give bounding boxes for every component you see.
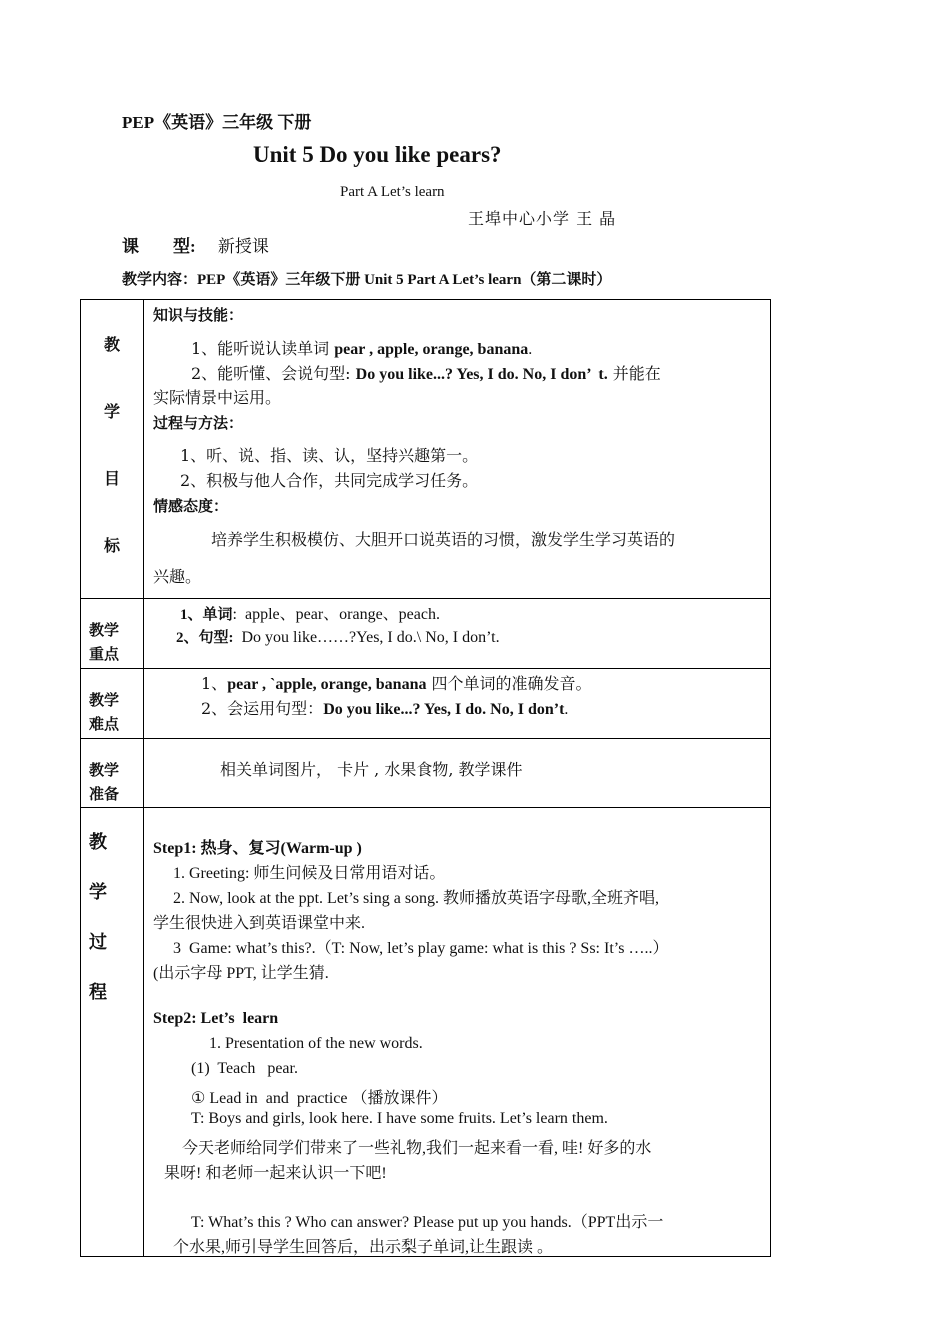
objectives-label-char: 学 (103, 404, 120, 421)
process-label-char: 过 (89, 932, 107, 952)
preparation-label-cell (81, 739, 144, 808)
difficulty-1: 1、pear , `apple, orange, banana 四个单词的准确发音。 (201, 674, 592, 693)
process-label-char: 程 (89, 982, 107, 1002)
process-1: 1、听、说、指、读、认，坚持兴趣第一。 (180, 446, 479, 465)
objectives-label-char: 目 (103, 471, 120, 488)
step1-item-3-cont: (出示字母 PPT, 让学生猜. (153, 965, 329, 982)
step2-heading: Step2: Let’s learn (153, 1010, 279, 1027)
process-content-cell (144, 808, 771, 1257)
attitude-1: 培养学生积极模仿、大胆开口说英语的习惯，激发学生学习英语的 (211, 530, 676, 549)
objectives-row (81, 300, 771, 599)
preparation-row (81, 739, 771, 808)
step1-item-1: 1. Greeting: 师生问候及日常用语对话。 (173, 865, 446, 882)
key-point-1: 1、单词: apple、pear、orange、peach. (180, 606, 440, 623)
step2-item-6-cont: 个水果,师引导学生回答后，出示梨子单词,让生跟读 。 (173, 1239, 554, 1256)
key-points-content-cell (144, 599, 771, 669)
lesson-type-label: 课 型: (122, 237, 196, 256)
key-points-label-cell (81, 599, 144, 669)
author: 王埠中心小学 王 晶 (468, 209, 617, 228)
step2-item-5-cont: 果呀! 和老师一起来认识一下吧! (164, 1165, 387, 1182)
skill-2-cont: 实际情景中运用。 (153, 388, 282, 407)
difficulties-content-cell (144, 669, 771, 739)
lesson-type-value: 新授课 (217, 237, 269, 257)
objectives-label-char: 教 (103, 337, 120, 354)
objectives-label-char: 标 (103, 538, 120, 555)
process-row (81, 808, 771, 1257)
step2-item-5: 今天老师给同学们带来了一些礼物,我们一起来看一看, 哇! 好多的水 (182, 1140, 652, 1157)
step2-item-6: T: What’s this ? Who can answer? Please put up you hands.（PPT出示一 (191, 1214, 664, 1231)
step1-item-2-cont: 学生很快进入到英语课堂中来. (153, 915, 366, 932)
key-point-2: 2、句型: Do you like……?Yes, I do.\ No, I don’t. (176, 629, 500, 646)
process-label-char: 学 (89, 882, 107, 902)
difficulties-label-cell (81, 669, 144, 739)
preparation-text: 相关单词图片， 卡片 , 水果食物, 教学课件 (220, 760, 523, 779)
process-heading: 过程与方法： (153, 416, 244, 432)
objectives-label-cell (81, 300, 144, 599)
process-2: 2、积极与他人合作，共同完成学习任务。 (180, 471, 479, 490)
book-title: PEP《英语》三年级 下册 (122, 113, 312, 132)
attitude-heading: 情感态度： (153, 499, 229, 515)
skills-heading: 知识与技能： (153, 308, 244, 324)
step2-item-1: 1. Presentation of the new words. (209, 1035, 423, 1052)
step1-item-2: 2. Now, look at the ppt. Let’s sing a song. 教师播放英语字母歌,全班齐唱, (173, 890, 660, 907)
key-points-label-2: 重点 (89, 647, 120, 663)
step1-item-3: 3 Game: what’s this?.（T: Now, let’s play game: what is this ? Ss: It’s …..） (173, 940, 669, 957)
difficulties-label-2: 难点 (89, 717, 120, 733)
step2-item-4: T: Boys and girls, look here. I have some fruits. Let’s learn them. (191, 1110, 608, 1127)
difficulties-label-1: 教学 (89, 693, 120, 709)
lesson-type (122, 232, 269, 257)
difficulty-2: 2、会运用句型：Do you like...? Yes, I do. No, I don’t. (201, 699, 569, 718)
objectives-content-cell (144, 300, 771, 599)
teaching-content: 教学内容：PEP《英语》三年级下册 Unit 5 Part A Let’s learn（第二课时） (122, 272, 612, 288)
process-label-cell (81, 808, 144, 1257)
attitude-2: 兴趣。 (153, 567, 202, 586)
skill-2: 2、能听懂、会说句型: Do you like...? Yes, I do. No, I don’ t. 并能在 (191, 364, 661, 383)
skill-1: 1、能听说认读单词 pear , apple, orange, banana. (191, 339, 533, 358)
step2-item-3: ① Lead in and practice （播放课件） (191, 1090, 448, 1107)
preparation-content-cell (144, 739, 771, 808)
lesson-plan-table (80, 299, 771, 1257)
preparation-label-1: 教学 (89, 763, 120, 779)
step2-item-2: (1) Teach pear. (191, 1060, 298, 1077)
part-subtitle: Part A Let’s learn (340, 184, 445, 200)
difficulties-row (81, 669, 771, 739)
preparation-label-2: 准备 (89, 787, 120, 803)
process-label-char: 教 (89, 832, 107, 852)
unit-title: Unit 5 Do you like pears? (253, 142, 502, 167)
key-points-label-1: 教学 (89, 623, 120, 639)
step1-heading: Step1: 热身、复习(Warm-up ) (153, 840, 362, 857)
key-points-row (81, 599, 771, 669)
